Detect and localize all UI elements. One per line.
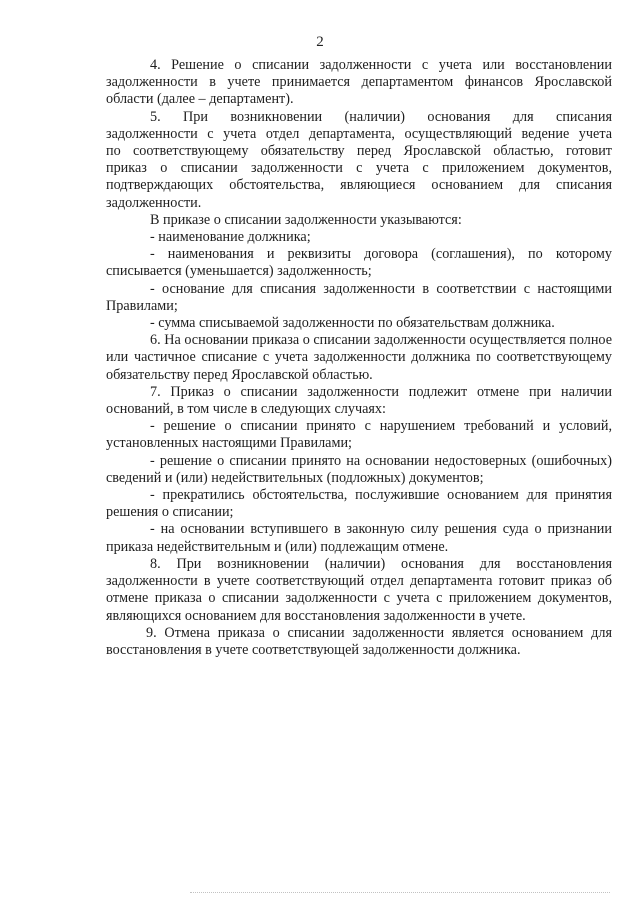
paragraph-7: 7. Приказ о списании задолженности подлежит отмене при наличии оснований, в том числе в следующих случаях: xyxy=(106,383,612,418)
page-number: 2 xyxy=(316,34,324,50)
list-item-circumstances-ceased: - прекратились обстоятельства, послужившие основанием для принятия решения о списании; xyxy=(106,487,612,521)
list-item-invalid-info: - решение о списании принято на основании недостоверных (ошибочных) сведений и (или) недействительных (подложных) документов; xyxy=(106,452,612,486)
list-item-debtor-name: - наименование должника; xyxy=(150,229,311,246)
list-item-court-decision: - на основании вступившего в законную силу решения суда о признании приказа недействительным и (или) подлежащим отмене. xyxy=(106,521,612,555)
list-item-write-off-basis: - основание для списания задолженности в соответствии с настоящими Правилами; xyxy=(106,280,612,314)
paragraph-4: 4. Решение о списании задолженности с учета или восстановлении задолженности в учете принимается департаментом финансов Ярославской области (далее – департамент). xyxy=(106,57,612,108)
paragraph-5: 5. При возникновении (наличии) основания для списания задолженности с учета отдел департамента, осуществляющий ведение учета по соответствующему обязательству перед Ярославской областью, готовит приказ о списании задолженности с учета с приложением документов, подтверждающих обстоятельства, являющиеся основанием для списания задолженности. xyxy=(106,108,612,211)
scan-footer-marks xyxy=(190,892,610,896)
paragraph-6: 6. На основании приказа о списании задолженности осуществляется полное или частичное списание с учета задолженности должника по соответствующему обязательству перед Ярославской областью. xyxy=(106,332,612,383)
list-item-violation: - решение о списании принято с нарушением требований и условий, установленных настоящими Правилами; xyxy=(106,418,612,452)
paragraph-9: 9. Отмена приказа о списании задолженности является основанием для восстановления в учете соответствующей задолженности должника. xyxy=(106,624,612,658)
list-item-contract-details: - наименования и реквизиты договора (соглашения), по которому списывается (уменьшается) задолженность; xyxy=(106,246,612,280)
document-body xyxy=(106,57,612,659)
order-contents-intro: В приказе о списании задолженности указываются: xyxy=(150,211,462,228)
paragraph-8: 8. При возникновении (наличии) основания для восстановления задолженности в учете соответствующий отдел департамента готовит приказ об отмене приказа о списании задолженности с учета с приложением документов, являющихся основанием для восстановления задолженности в учете. xyxy=(106,555,612,624)
list-item-write-off-amount: - сумма списываемой задолженности по обязательствам должника. xyxy=(150,315,555,332)
